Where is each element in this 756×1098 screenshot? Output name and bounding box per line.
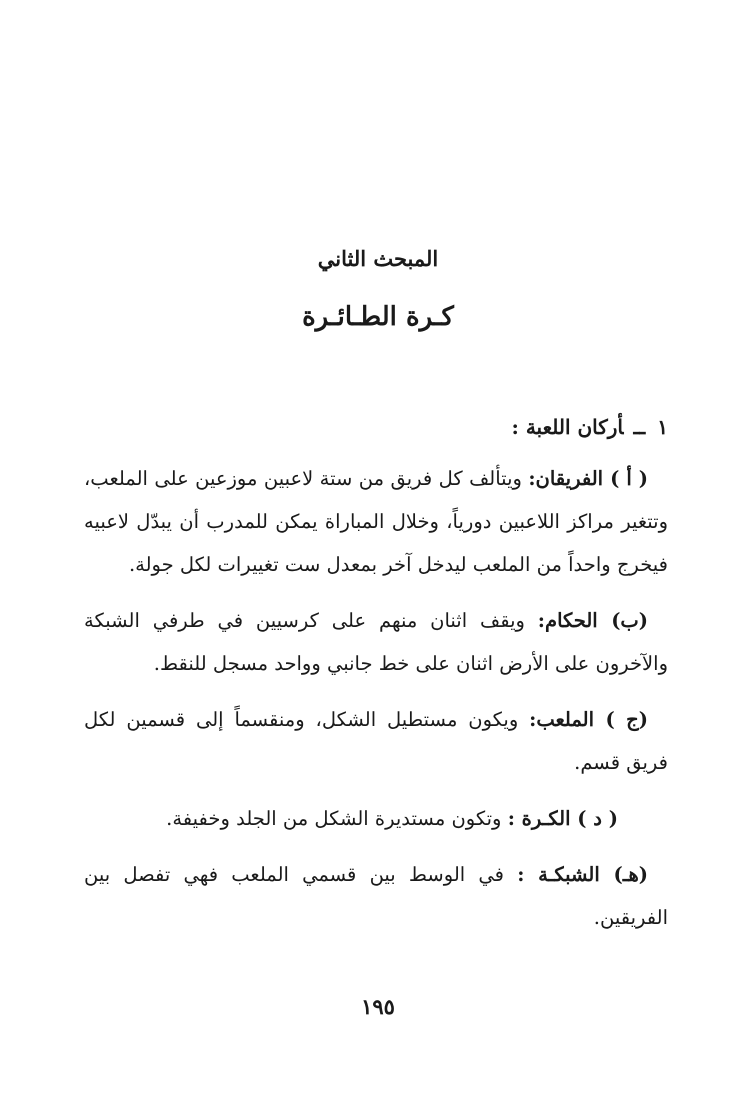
section-heading: [84, 406, 668, 449]
section-heading-text: أركان اللعبة :: [511, 415, 624, 439]
paragraph-text: وتكون مستديرة الشكل من الجلد وخفيفة.: [166, 807, 508, 830]
paragraph-net: [84, 853, 668, 939]
paragraph-ball: [84, 797, 668, 840]
paragraph-label: (هـ) الشبكـة :: [517, 863, 648, 886]
paragraph-label: (ب) الحكام:: [537, 609, 648, 632]
paragraph-court: [84, 698, 668, 784]
paragraph-label: ( د ) الكـرة :: [507, 807, 618, 830]
page-body: [84, 406, 668, 952]
paragraph-text: ويتألف كل فريق من ستة لاعبين موزعين على الملعب، وتتغير مراكز اللاعبين دورياً، وخلال المباراة يمكن للمدرب أن يبدّل لاعبيه فيخرج واحداً من الملعب ليدخل آخر بمعدل ست تغييرات لكل جولة.: [84, 467, 668, 576]
paragraph-text: في الوسط بين قسمي الملعب فهي تفصل بين الفريقين.: [84, 863, 668, 929]
chapter-heading: المبحث الثاني: [317, 246, 439, 271]
paragraph-referees: [84, 599, 668, 685]
section-number: ١: [657, 415, 668, 439]
paragraph-teams: [84, 457, 668, 586]
section-dash: ــ: [633, 415, 646, 439]
paragraph-text: ويقف اثنان منهم على كرسيين في طرفي الشبكة والآخرون على الأرض اثنان على خط جانبي وواحد مسجل للنقط.: [84, 609, 668, 675]
paragraph-label: (ج ) الملعب:: [529, 708, 648, 731]
paragraph-text: ويكون مستطيل الشكل، ومنقسماً إلى قسمين لكل فريق قسم.: [84, 708, 668, 774]
page-number: ١٩٥: [361, 994, 395, 1019]
paragraph-label: ( أ ) الفريقان:: [528, 467, 648, 490]
page-title: كـرة الطـائـرة: [302, 302, 454, 332]
